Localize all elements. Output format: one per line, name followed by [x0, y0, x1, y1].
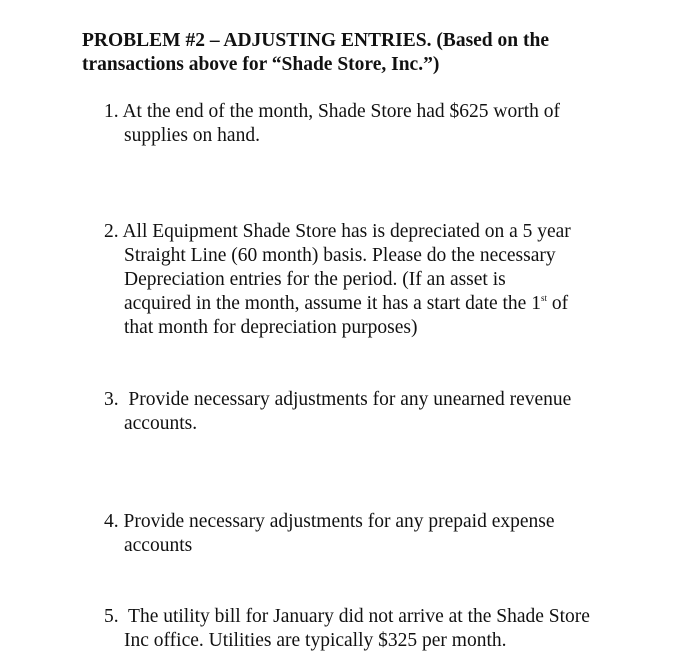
- item-number: 3.: [104, 389, 119, 410]
- list-item-2: [104, 220, 644, 340]
- item-text-line: accounts.: [124, 413, 198, 434]
- item-text-line: At the end of the month, Shade Store had $625 worth of: [122, 101, 561, 122]
- item-text-line: Depreciation entries for the period. (If an asset is: [124, 269, 506, 290]
- item-text-line: [104, 292, 644, 316]
- problem-heading: [82, 29, 642, 77]
- item-text-line: Straight Line (60 month) basis. Please do the necessary: [124, 245, 556, 266]
- item-text-fragment: of: [546, 293, 569, 314]
- list-item-1: [104, 100, 644, 148]
- item-number: 5.: [104, 606, 119, 627]
- list-item-3: [104, 388, 644, 436]
- item-text-line: that month for depreciation purposes): [124, 317, 418, 338]
- item-text-line: Provide necessary adjustments for any prepaid expense: [123, 511, 555, 532]
- heading-line-1: PROBLEM #2 – ADJUSTING ENTRIES. (Based on the: [82, 30, 549, 51]
- ordinal-superscript: st: [540, 293, 547, 303]
- item-text-line: supplies on hand.: [124, 125, 260, 146]
- item-text-line: The utility bill for January did not arrive at the Shade Store: [128, 606, 590, 627]
- list-item-4: [104, 510, 644, 558]
- item-text-line: All Equipment Shade Store has is depreciated on a 5 year: [122, 221, 571, 242]
- item-text-fragment: acquired in the month, assume it has a start date the 1: [124, 293, 541, 314]
- heading-line-2: transactions above for “Shade Store, Inc.”): [82, 54, 440, 75]
- item-text-line: Inc office. Utilities are typically $325 per month.: [124, 630, 507, 651]
- item-text-line: accounts: [124, 535, 193, 556]
- list-item-5: [104, 605, 644, 653]
- item-text-line: Provide necessary adjustments for any unearned revenue: [128, 389, 572, 410]
- item-number: 2.: [104, 221, 119, 242]
- item-number: 1.: [104, 101, 119, 122]
- item-number: 4.: [104, 511, 119, 532]
